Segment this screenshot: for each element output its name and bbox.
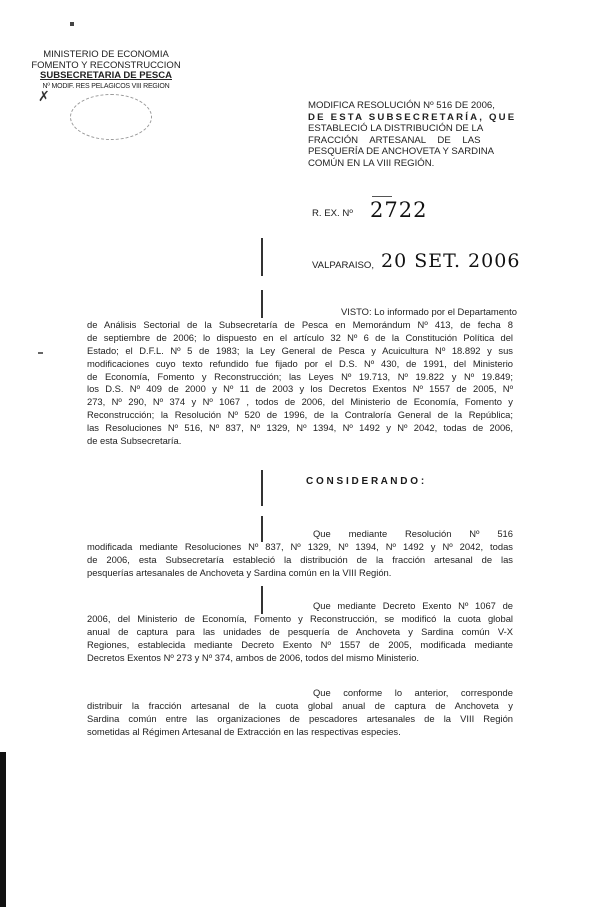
- visto-paragraph: [87, 306, 517, 448]
- visto-line: de septiembre de 2006; lo dispuesto en el artículo 32 Nº 6 de la Constitución Política del: [87, 331, 513, 343]
- p1-line: pesquerías artesanales de Anchoveta y Sardina común en la VIII Región.: [87, 566, 392, 578]
- p1-line: de 2006, esta Subsecretaría estableció la distribución de la fracción artesanal de las: [87, 553, 513, 565]
- resolution-date: 20 SET. 2006: [381, 250, 521, 272]
- letterhead: [26, 50, 186, 92]
- rex-label: R. EX. Nº: [312, 208, 353, 219]
- reference-code: Nº MODIF. RES PELAGICOS VIII REGION: [42, 82, 170, 90]
- resolution-title: [308, 100, 518, 170]
- p3-line: Que conforme lo anterior, corresponde: [313, 687, 513, 698]
- title-line: FRACCIÓN ARTESANAL DE LAS: [308, 134, 481, 146]
- margin-bar: [261, 238, 263, 276]
- p1-line: modificada mediante Resoluciones Nº 837, Nº 1329, Nº 1394, Nº 1492 y Nº 2042, todas: [87, 540, 513, 552]
- visto-line: 273, Nº 290, Nº 374 y Nº 1067 , todos de 2006, del Ministerio de Economía, Fomento y: [87, 396, 513, 408]
- considerando-p2: [87, 600, 513, 665]
- official-stamp: [70, 94, 152, 140]
- p1-line: Que mediante Resolución Nº 516: [313, 528, 513, 539]
- p2-line: anual de captura para las unidades de pesquería de Anchoveta y Sardina común V-X: [87, 625, 513, 637]
- scan-dot: [70, 22, 74, 26]
- margin-bar: [261, 470, 263, 506]
- p3-line: Sardina común entre las organizaciones de pescadores artesanales de la VIII Región: [87, 712, 513, 724]
- scan-dot: [38, 352, 43, 354]
- title-line: MODIFICA RESOLUCIÓN Nº 516 DE 2006,: [308, 100, 495, 111]
- ministry-name-cont: FOMENTO Y RECONSTRUCCION: [31, 59, 181, 71]
- visto-line: de esta Subsecretaría.: [87, 435, 182, 447]
- signature-mark-icon: ✗: [38, 88, 50, 104]
- visto-line: de Economía, Fomento y Reconstrucción; las Leyes Nº 19.713, Nº 19.822 y Nº 19.849;: [87, 370, 513, 382]
- p2-line: Que mediante Decreto Exento Nº 1067 de: [313, 600, 513, 611]
- rex-number: 2722: [370, 198, 428, 222]
- stamp-line: [372, 196, 392, 197]
- visto-line: modificaciones cuyo texto refundido fue fijado por el D.S. Nº 430, de 1991, del Ministerio: [87, 357, 513, 369]
- visto-line: de Análisis Sectorial de la Subsecretaría de Pesca en Memorándum Nº 413, de fecha 8: [87, 318, 513, 330]
- subsecretaria-name: SUBSECRETARIA DE PESCA: [40, 70, 172, 81]
- visto-line: los D.S. Nº 409 de 2000 y Nº 11 de 2003 y los Decretos Exentos Nº 1557 de 2005, Nº: [87, 383, 513, 395]
- title-line: DE ESTA SUBSECRETARÍA, QUE: [308, 111, 517, 123]
- considerando-p3: [87, 687, 513, 739]
- visto-line: VISTO: Lo informado por el Departamento: [341, 306, 517, 317]
- visto-line: las Resoluciones Nº 516, Nº 837, Nº 1329, Nº 1394, Nº 1492 y Nº 2042, todas de 2006,: [87, 422, 513, 434]
- ministry-name: MINISTERIO DE ECONOMIA: [43, 49, 169, 60]
- p2-line: Decretos Exentos Nº 273 y Nº 374, ambos de 2006, todos del mismo Ministerio.: [87, 651, 420, 663]
- title-line: PESQUERÍA DE ANCHOVETA Y SARDINA: [308, 146, 495, 158]
- considerando-p1: [87, 528, 513, 580]
- title-line: COMÚN EN LA VIII REGIÓN.: [308, 157, 435, 169]
- visto-line: Reconstrucción; la Resolución Nº 520 de 1996, de la Contraloría General de la República;: [87, 409, 513, 421]
- scan-edge-mark: [0, 752, 6, 907]
- p3-line: sometidas al Régimen Artesanal de Extracción en las respectivas especies.: [87, 725, 401, 737]
- considerando-heading: C O N S I D E R A N D O :: [306, 476, 425, 487]
- p2-line: Regiones, establecida mediante Decreto Exento Nº 1557 de 2005, modificada mediante: [87, 638, 513, 650]
- visto-line: Estado; el D.F.L. Nº 5 de 1983; la Ley General de Pesca y Acuicultura Nº 18.892 y sus: [87, 344, 513, 356]
- place-label: VALPARAISO,: [312, 260, 375, 271]
- title-line: ESTABLECIÓ LA DISTRIBUCIÓN DE LA: [308, 123, 484, 135]
- p2-line: 2006, del Ministerio de Economía, Fomento y Reconstrucción, se modificó la cuota global: [87, 612, 513, 624]
- p3-line: distribuir la fracción artesanal de la cuota global anual de captura de Anchoveta y: [87, 699, 513, 711]
